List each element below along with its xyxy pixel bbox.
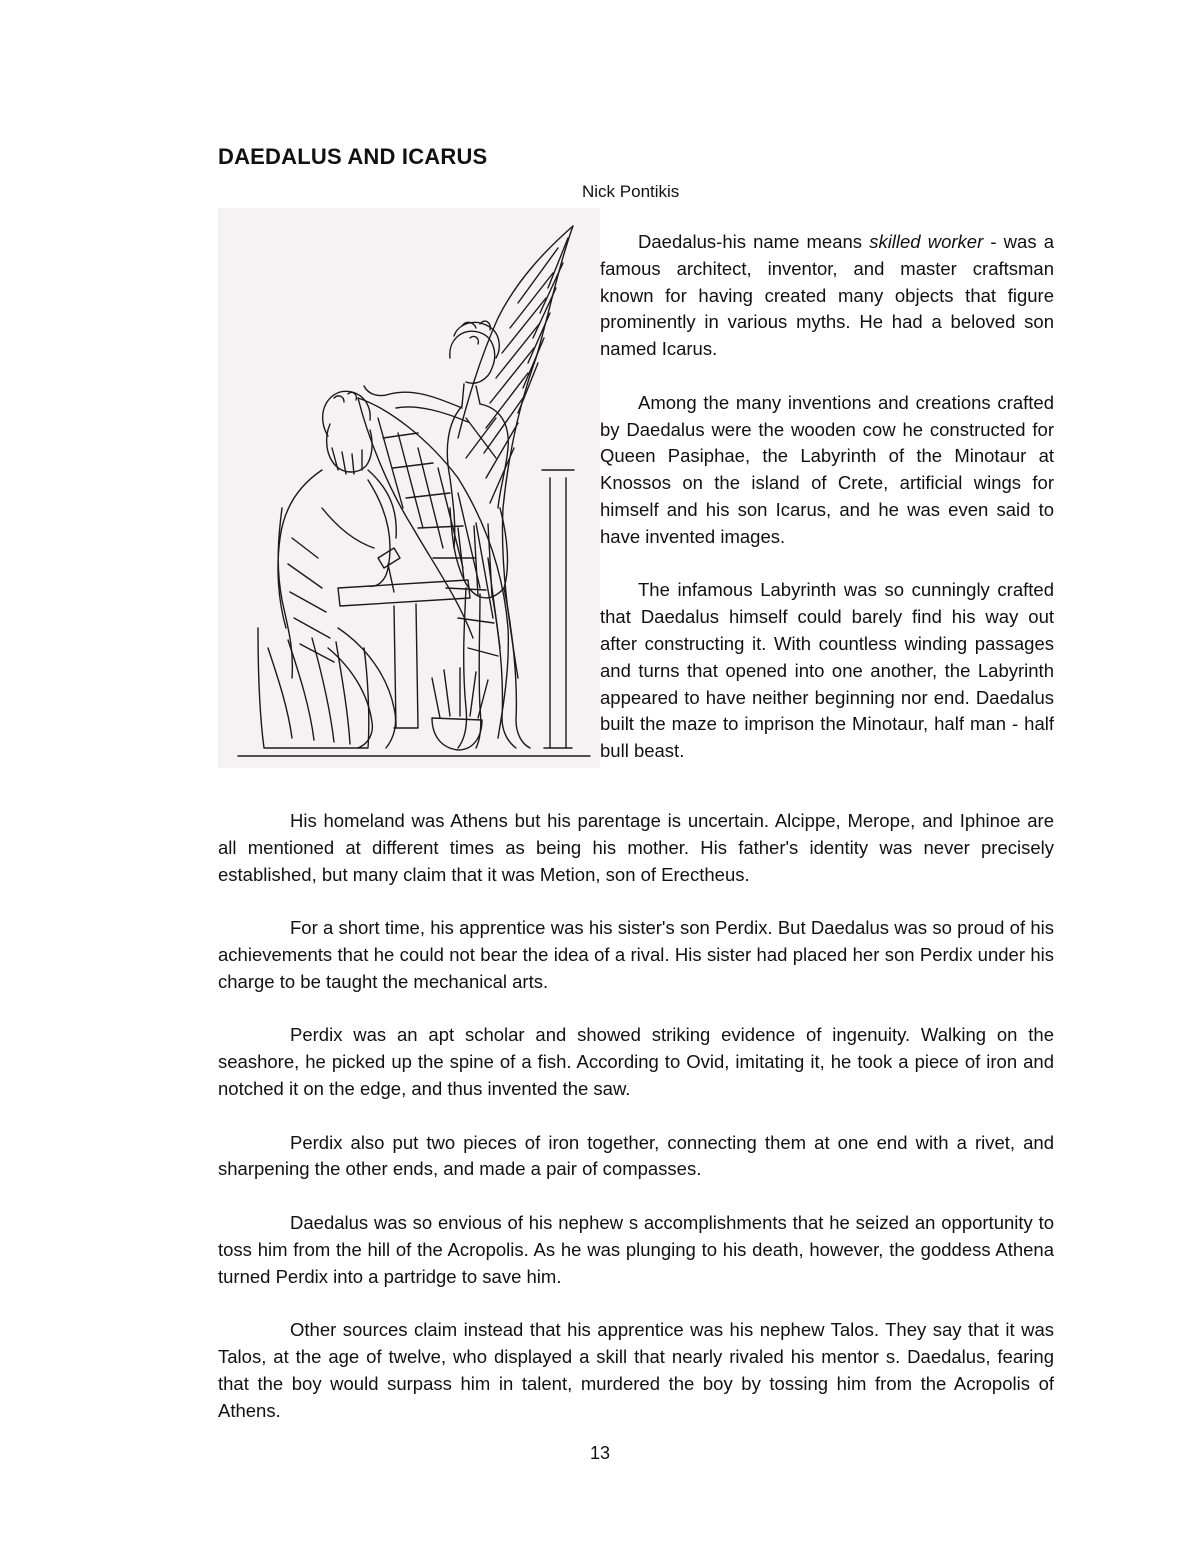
paragraph-labyrinth: The infamous Labyrinth was so cunningly crafted that Daedalus himself could barely find his way out after constructing it. With countless winding passages and turns that opened into one another, the Labyrinth appeared to have neither beginning nor end. Daedalus built the maze to imprison the Minotaur, half man - half bull beast.: [600, 579, 1054, 762]
paragraph-name-meaning: Daedalus-his name means skilled worker - was a famous architect, inventor, and master craftsman known for having created many objects that figure prominently in various myths. He had a beloved son named Icarus.: [600, 231, 1054, 360]
paragraph-homeland: His homeland was Athens but his parentage is uncertain. Alcippe, Merope, and Iphinoe are all mentioned at different times as being his mother. His father's identity was never precisely established, but many claim that it was Metion, son of Erectheus.: [218, 810, 1054, 885]
body-text: [218, 808, 1054, 1451]
daedalus-icarus-line-drawing-icon: [218, 208, 600, 768]
daedalus-icarus-illustration: [218, 208, 600, 768]
paragraph-saw: Perdix was an apt scholar and showed striking evidence of ingenuity. Walking on the seashore, he picked up the spine of a fish. According to Ovid, imitating it, he took a piece of iron and notched it on the edge, and thus invented the saw.: [218, 1024, 1054, 1099]
paragraph-partridge: Daedalus was so envious of his nephew s accomplishments that he seized an opportunity to toss him from the hill of the Acropolis. As he was plunging to his death, however, the goddess Athena turned Perdix into a partridge to save him.: [218, 1211, 1054, 1287]
intro-column: [600, 229, 1054, 765]
emphasized-phrase: skilled worker: [869, 231, 984, 252]
paragraph-inventions: Among the many inventions and creations crafted by Daedalus were the wooden cow he constructed for Queen Pasiphae, the Labyrinth of the Minotaur at Knossos on the island of Crete, artificial wings for himself and his son Icarus, and he was even said to have invented images.: [600, 391, 1054, 547]
page-title: DAEDALUS AND ICARUS: [218, 144, 488, 169]
author-name: Nick Pontikis: [582, 182, 680, 201]
paragraph-talos: Other sources claim instead that his apprentice was his nephew Talos. They say that it was Talos, at the age of twelve, who displayed a skill that nearly rivaled his mentor s. Daedalus, fearing that the boy would surpass him in talent, murdered the boy by tossing him from the Acropolis of Athens.: [218, 1319, 1054, 1421]
paragraph-apprentice: For a short time, his apprentice was his sister's son Perdix. But Daedalus was so proud of his achievements that he could not bear the idea of a rival. His sister had placed her son Perdix under his charge to be taught the mechanical arts.: [218, 917, 1054, 992]
paragraph-compasses: Perdix also put two pieces of iron together, connecting them at one end with a rivet, and sharpening the other ends, and made a pair of compasses.: [218, 1131, 1054, 1180]
page-number: 13: [589, 1443, 611, 1463]
